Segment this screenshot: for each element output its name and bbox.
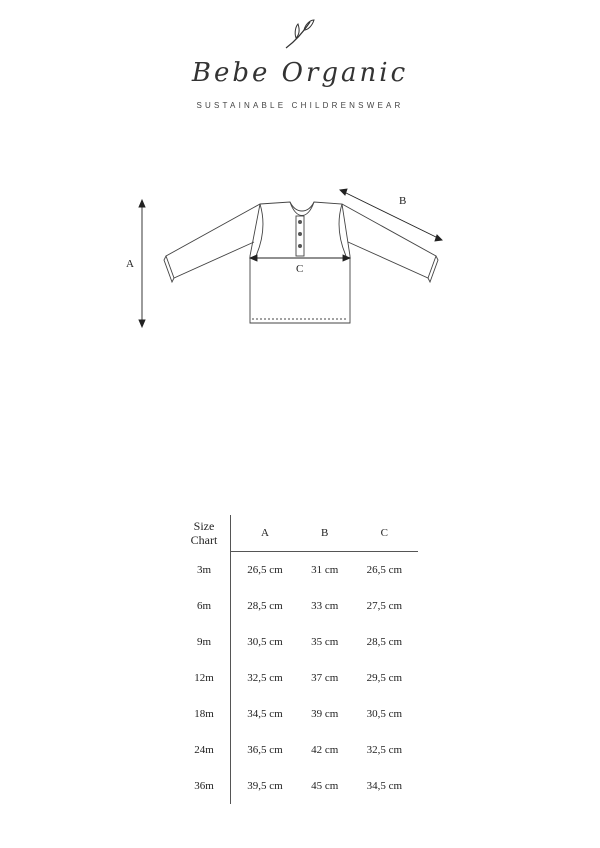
table-row (178, 732, 418, 768)
measure-arrows (139, 189, 442, 327)
size-chart-header-row (178, 515, 418, 552)
measure-a-cell: 36,5 cm (231, 732, 299, 768)
column-header-a: A (231, 515, 299, 552)
size-chart-corner-label (178, 515, 231, 552)
size-cell: 6m (196, 600, 212, 612)
table-row (178, 660, 418, 696)
measure-c-cell: 32,5 cm (366, 744, 403, 756)
measure-b-cell: 37 cm (311, 672, 339, 684)
measure-a-cell: 28,5 cm (231, 588, 299, 624)
size-cell: 9m (196, 636, 212, 648)
garment-measurement-diagram (120, 180, 460, 340)
measure-c-cell: 26,5 cm (366, 564, 403, 576)
measure-c-cell: 29,5 cm (366, 672, 403, 684)
size-cell: 36m (194, 780, 214, 792)
table-row (178, 552, 418, 589)
leaf-sprig-icon (280, 14, 320, 54)
size-chart-table (178, 515, 418, 804)
size-cell: 18m (194, 708, 214, 720)
measure-b-cell: 45 cm (311, 780, 339, 792)
table-row (178, 768, 418, 804)
size-cell: 3m (196, 563, 212, 576)
corner-label-chart: Chart (190, 533, 218, 548)
brand-name: Bebe Organic (191, 58, 409, 88)
table-row (178, 588, 418, 624)
measure-a-cell: 30,5 cm (231, 624, 299, 660)
dimension-label-c: C (296, 263, 304, 275)
table-row (178, 624, 418, 660)
column-header-c: C (351, 515, 418, 552)
measure-b-cell: 39 cm (311, 708, 339, 720)
measure-c-cell: 27,5 cm (366, 600, 403, 612)
measure-a-cell: 34,5 cm (231, 696, 299, 732)
brand-tagline: SUSTAINABLE CHILDRENSWEAR (196, 101, 404, 110)
measure-c-cell: 34,5 cm (366, 780, 403, 792)
column-header-b: B (299, 515, 351, 552)
size-cell: 24m (194, 744, 214, 756)
measure-b-cell: 35 cm (311, 636, 339, 648)
dimension-label-b: B (399, 195, 407, 207)
measure-b-cell: 31 cm (311, 564, 339, 576)
size-cell: 12m (194, 672, 214, 684)
measure-b-cell: 42 cm (311, 744, 339, 756)
measure-a-cell: 26,5 cm (231, 552, 299, 589)
measure-c-cell: 30,5 cm (366, 708, 403, 720)
measure-a-cell: 32,5 cm (231, 660, 299, 696)
corner-label-size: Size (193, 519, 215, 534)
measure-c-cell: 28,5 cm (366, 636, 403, 648)
placket-buttons (298, 220, 302, 248)
measure-b-cell: 33 cm (311, 600, 339, 612)
measure-a-cell: 39,5 cm (231, 768, 299, 804)
dimension-label-a: A (126, 258, 134, 270)
table-row (178, 696, 418, 732)
